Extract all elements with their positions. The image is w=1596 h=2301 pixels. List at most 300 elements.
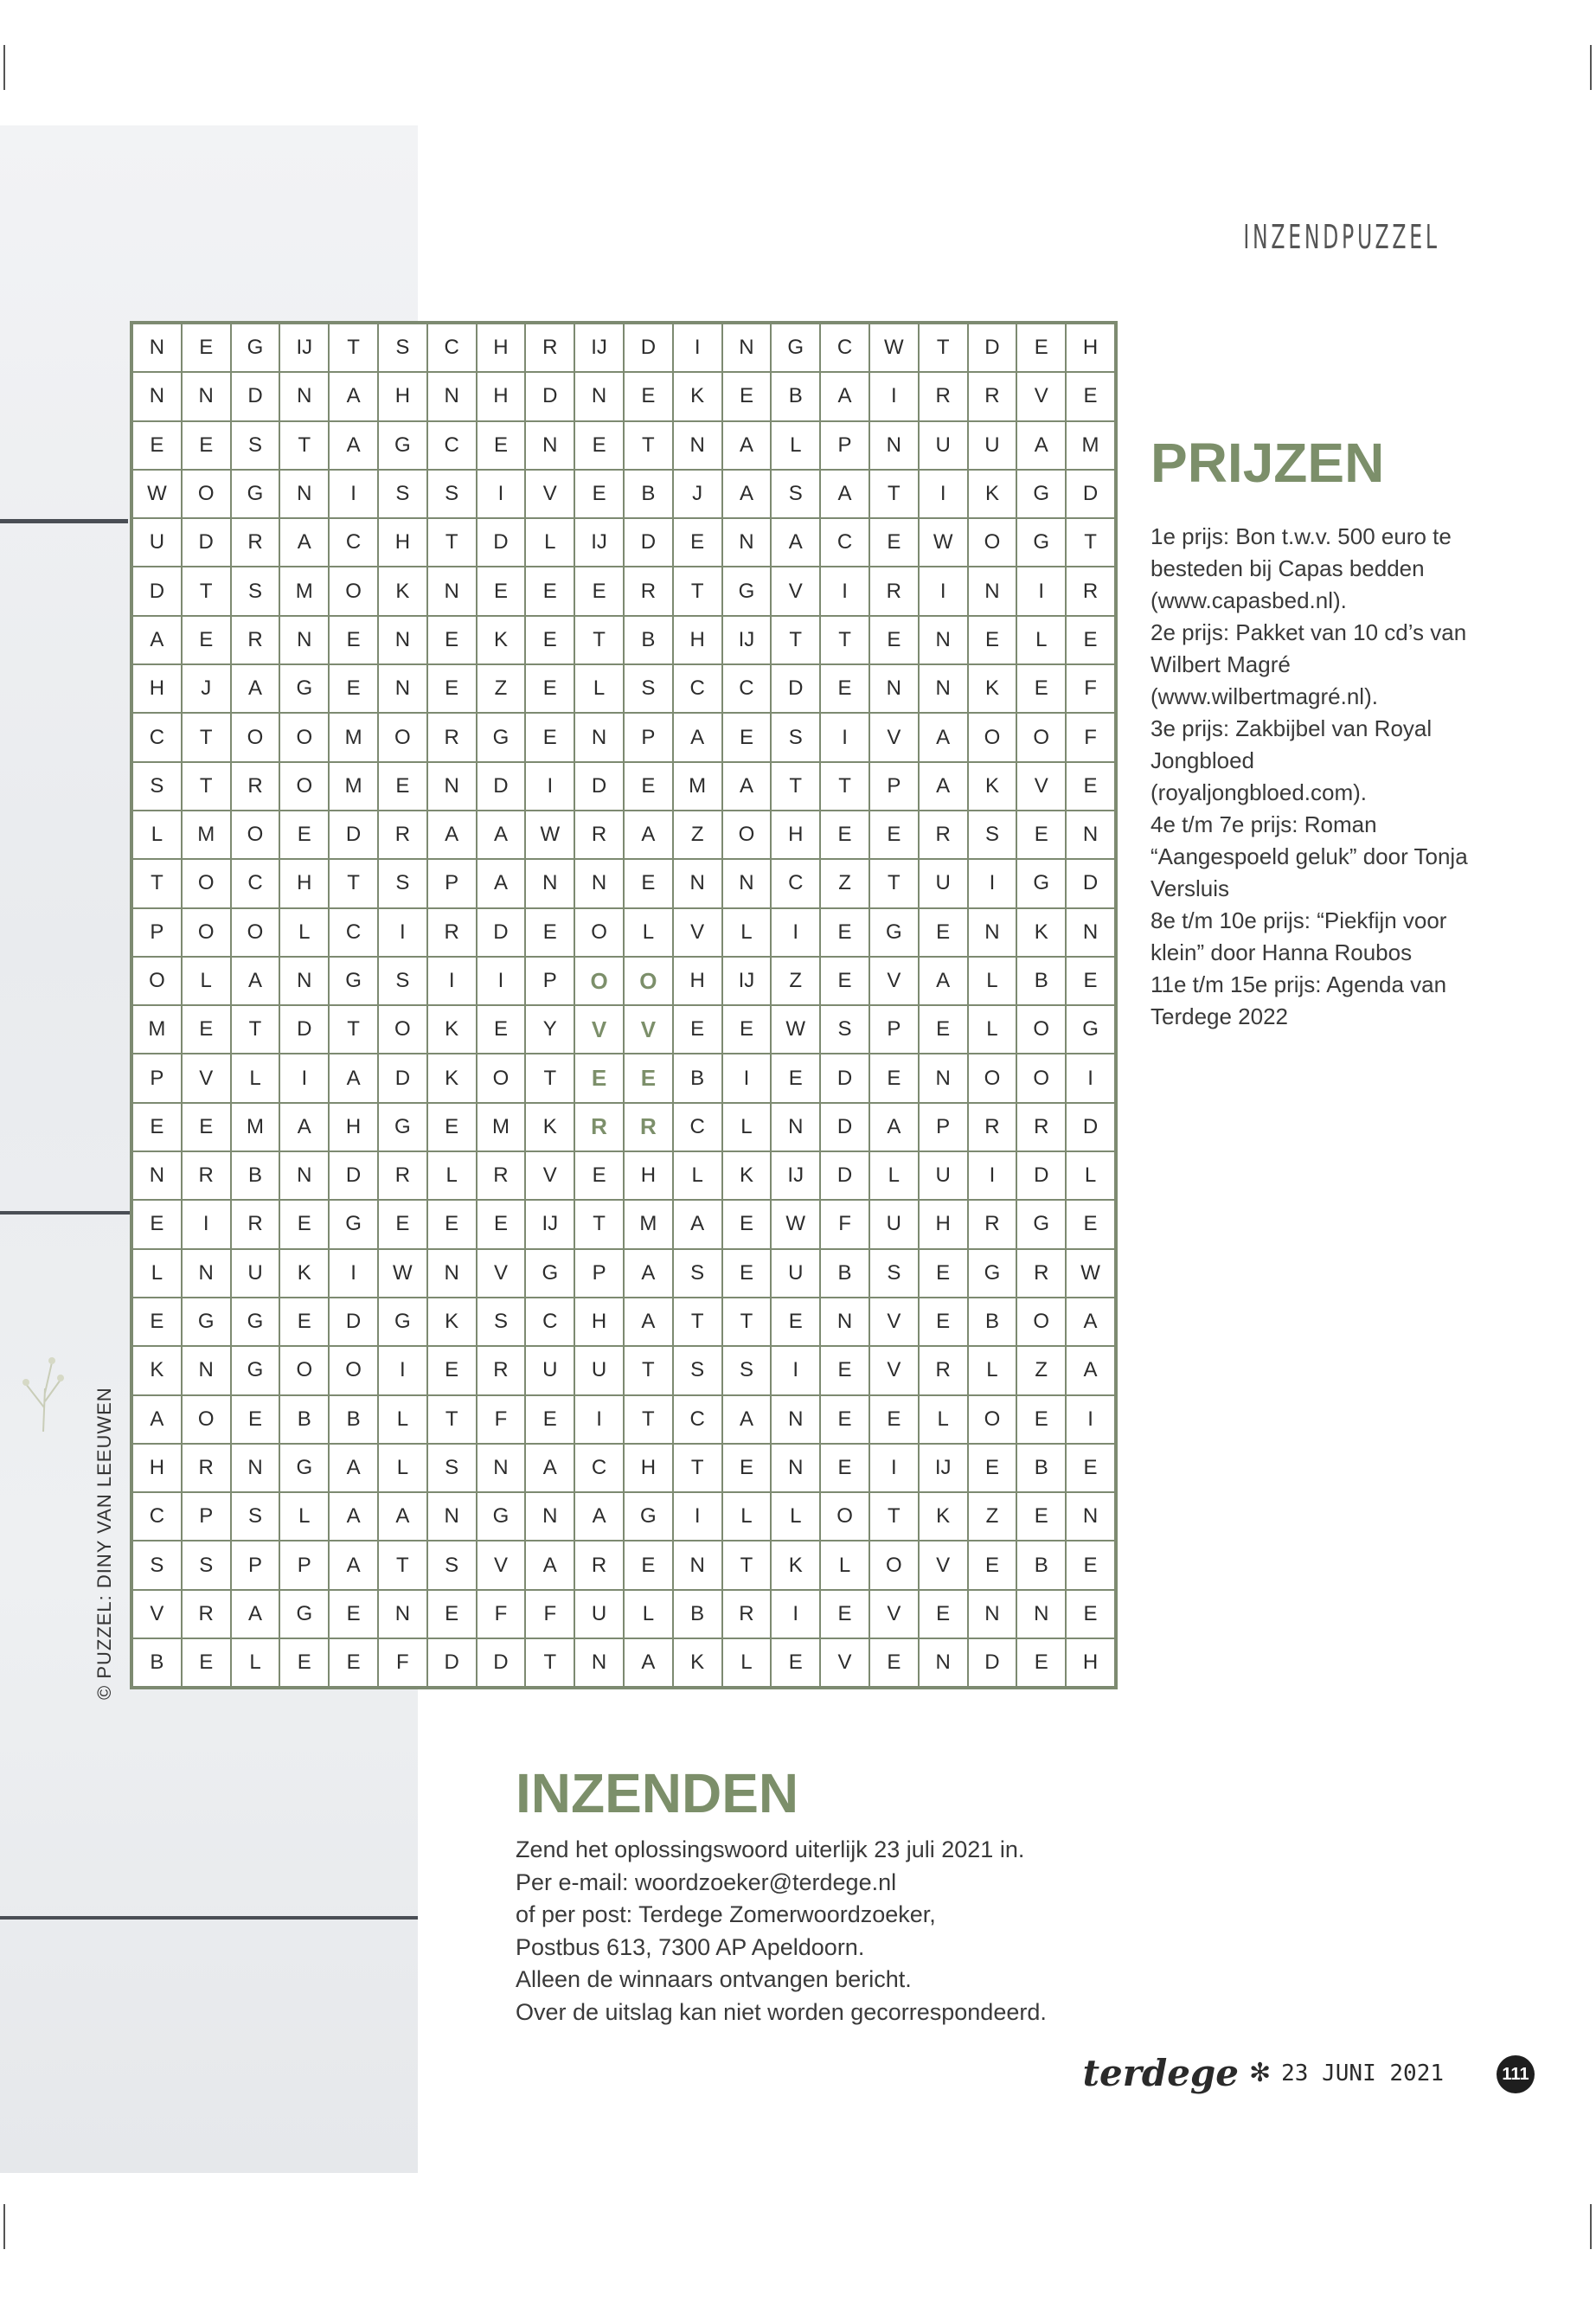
- grid-cell: P: [427, 859, 477, 907]
- grid-cell: I: [820, 713, 869, 761]
- grid-cell: E: [1066, 1444, 1115, 1492]
- grid-cell: I: [1066, 1395, 1115, 1444]
- grid-cell: T: [771, 616, 820, 664]
- grid-cell: E: [869, 616, 919, 664]
- grid-cell: T: [525, 1638, 574, 1687]
- grid-cell: K: [968, 664, 1017, 713]
- grid-cell: L: [919, 1395, 968, 1444]
- grid-cell: I: [919, 470, 968, 518]
- grid-cell: V: [820, 1638, 869, 1687]
- grid-cell: T: [869, 470, 919, 518]
- grid-cell: N: [427, 762, 477, 811]
- grid-cell: E: [182, 616, 231, 664]
- grid-cell: R: [378, 811, 427, 859]
- grid-cell: R: [919, 811, 968, 859]
- grid-cell: IJ: [919, 1444, 968, 1492]
- grid-cell: V: [869, 713, 919, 761]
- grid-cell: N: [771, 1444, 820, 1492]
- grid-cell: T: [329, 324, 378, 372]
- grid-cell: N: [919, 1054, 968, 1102]
- grid-cell: Z: [820, 859, 869, 907]
- puzzle-credit: © PUZZEL: DINY VAN LEEUWEN: [93, 1387, 115, 1700]
- grid-cell: A: [820, 372, 869, 420]
- grid-cell: B: [279, 1395, 329, 1444]
- grid-cell: A: [231, 957, 280, 1005]
- grid-cell: E: [427, 616, 477, 664]
- grid-cell: G: [378, 421, 427, 470]
- grid-cell: V: [525, 1151, 574, 1200]
- grid-cell: I: [771, 1346, 820, 1394]
- grid-cell: R: [722, 1590, 772, 1638]
- grid-cell: G: [279, 664, 329, 713]
- grid-cell: A: [869, 1103, 919, 1151]
- grid-cell: C: [820, 324, 869, 372]
- grid-cell: T: [820, 762, 869, 811]
- grid-cell: H: [378, 372, 427, 420]
- grid-cell: N: [279, 616, 329, 664]
- grid-cell: K: [968, 762, 1017, 811]
- grid-cell: E: [624, 762, 673, 811]
- grid-cell: N: [574, 713, 624, 761]
- grid-cell: D: [624, 324, 673, 372]
- grid-cell: U: [919, 859, 968, 907]
- grid-cell: R: [231, 762, 280, 811]
- grid-cell: H: [624, 1151, 673, 1200]
- grid-cell: G: [279, 1444, 329, 1492]
- grid-cell: L: [771, 421, 820, 470]
- grid-cell: I: [919, 567, 968, 615]
- grid-cell: R: [1016, 1249, 1066, 1298]
- grid-cell: B: [968, 1298, 1017, 1346]
- grid-cell: IJ: [771, 1151, 820, 1200]
- grid-cell: L: [574, 664, 624, 713]
- grid-cell: N: [574, 859, 624, 907]
- grid-cell: E: [1066, 1541, 1115, 1589]
- section-label: INZENDPUZZEL: [1243, 218, 1440, 256]
- grid-cell: I: [869, 1444, 919, 1492]
- grid-cell: O: [869, 1541, 919, 1589]
- grid-cell: E: [477, 1200, 526, 1248]
- grid-cell: E: [820, 957, 869, 1005]
- grid-cell: IJ: [279, 324, 329, 372]
- grid-cell: T: [771, 762, 820, 811]
- grid-cell: A: [525, 1444, 574, 1492]
- grid-cell: A: [329, 1541, 378, 1589]
- grid-cell: S: [182, 1541, 231, 1589]
- grid-cell: A: [673, 713, 722, 761]
- grid-cell: V: [869, 957, 919, 1005]
- submit-instructions: [516, 1834, 1173, 2029]
- grid-cell: L: [231, 1054, 280, 1102]
- grid-cell: S: [968, 811, 1017, 859]
- grid-cell: Z: [673, 811, 722, 859]
- grid-cell: N: [820, 1298, 869, 1346]
- grid-cell: M: [673, 762, 722, 811]
- grid-cell: A: [574, 1492, 624, 1541]
- grid-cell: I: [771, 908, 820, 957]
- grid-cell: B: [1016, 1541, 1066, 1589]
- grid-cell: P: [574, 1249, 624, 1298]
- grid-cell: U: [771, 1249, 820, 1298]
- grid-cell: N: [919, 1638, 968, 1687]
- grid-cell: E: [574, 421, 624, 470]
- grid-cell: T: [919, 324, 968, 372]
- grid-cell: T: [722, 1541, 772, 1589]
- grid-cell: A: [477, 811, 526, 859]
- grid-cell: N: [427, 372, 477, 420]
- grid-cell: D: [624, 518, 673, 567]
- grid-cell: E: [182, 421, 231, 470]
- grid-cell: H: [477, 324, 526, 372]
- grid-cell: C: [427, 324, 477, 372]
- grid-cell: E: [722, 372, 772, 420]
- grid-cell: S: [771, 713, 820, 761]
- grid-cell: R: [1066, 567, 1115, 615]
- grid-cell: G: [477, 1492, 526, 1541]
- grid-cell: N: [525, 421, 574, 470]
- grid-cell: G: [1016, 859, 1066, 907]
- grid-cell: T: [279, 421, 329, 470]
- grid-cell: E: [132, 421, 182, 470]
- grid-cell: K: [378, 567, 427, 615]
- grid-cell: N: [132, 1151, 182, 1200]
- grid-cell: D: [427, 1638, 477, 1687]
- grid-cell: O: [182, 908, 231, 957]
- grid-cell: D: [968, 1638, 1017, 1687]
- grid-cell: S: [231, 1492, 280, 1541]
- grid-cell: H: [477, 372, 526, 420]
- grid-cell: A: [624, 1638, 673, 1687]
- grid-cell: I: [722, 1054, 772, 1102]
- grid-cell: E: [477, 1005, 526, 1054]
- grid-cell: E: [820, 1346, 869, 1394]
- grid-cell: E: [279, 1298, 329, 1346]
- grid-cell: E: [132, 1200, 182, 1248]
- prizes-heading: PRIJZEN: [1151, 432, 1385, 494]
- grid-cell: E: [820, 1590, 869, 1638]
- grid-cell: A: [624, 1298, 673, 1346]
- grid-cell: I: [673, 1492, 722, 1541]
- grid-cell: R: [231, 1200, 280, 1248]
- grid-cell: U: [574, 1590, 624, 1638]
- grid-cell: E: [722, 1200, 772, 1248]
- grid-cell: H: [624, 1444, 673, 1492]
- grid-cell: N: [919, 664, 968, 713]
- grid-cell: E: [771, 1298, 820, 1346]
- grid-cell: T: [1066, 518, 1115, 567]
- grid-cell: U: [132, 518, 182, 567]
- grid-cell: R: [231, 518, 280, 567]
- grid-cell: P: [132, 908, 182, 957]
- grid-cell: E: [279, 1638, 329, 1687]
- grid-cell: E: [1066, 1200, 1115, 1248]
- grid-cell: C: [722, 664, 772, 713]
- grid-cell: N: [722, 859, 772, 907]
- grid-cell: G: [869, 908, 919, 957]
- grid-cell: A: [722, 1395, 772, 1444]
- grid-cell: A: [329, 1054, 378, 1102]
- grid-cell: K: [1016, 908, 1066, 957]
- grid-cell: D: [574, 762, 624, 811]
- grid-cell: F: [820, 1200, 869, 1248]
- grid-cell: I: [329, 1249, 378, 1298]
- grid-cell: E: [722, 1444, 772, 1492]
- grid-cell: N: [279, 957, 329, 1005]
- grid-cell: L: [722, 908, 772, 957]
- grid-cell: H: [132, 664, 182, 713]
- grid-cell: B: [624, 616, 673, 664]
- grid-cell: O: [231, 908, 280, 957]
- instruction-line: Alleen de winnaars ontvangen bericht.: [516, 1966, 912, 1992]
- grid-cell: E: [919, 1590, 968, 1638]
- grid-cell: E: [624, 1541, 673, 1589]
- grid-cell: O: [231, 811, 280, 859]
- grid-cell: R: [919, 1346, 968, 1394]
- grid-cell: D: [477, 1638, 526, 1687]
- grid-cell: S: [132, 762, 182, 811]
- grid-cell: I: [968, 859, 1017, 907]
- grid-cell: E: [919, 1005, 968, 1054]
- grid-cell: D: [771, 664, 820, 713]
- grid-cell: E: [182, 1103, 231, 1151]
- grid-cell: G: [1016, 518, 1066, 567]
- grid-cell: H: [329, 1103, 378, 1151]
- grid-cell: I: [673, 324, 722, 372]
- grid-cell: N: [771, 1395, 820, 1444]
- grid-cell: G: [231, 1298, 280, 1346]
- grid-cell: S: [132, 1541, 182, 1589]
- grid-cell: P: [820, 421, 869, 470]
- grid-cell: N: [378, 664, 427, 713]
- grid-cell: Z: [1016, 1346, 1066, 1394]
- grid-cell: M: [477, 1103, 526, 1151]
- grid-cell: N: [673, 1541, 722, 1589]
- grid-cell: R: [427, 713, 477, 761]
- grid-cell: O: [329, 567, 378, 615]
- grid-cell: R: [574, 1103, 624, 1151]
- grid-cell: K: [427, 1054, 477, 1102]
- grid-cell: J: [673, 470, 722, 518]
- grid-cell: Z: [477, 664, 526, 713]
- grid-cell: P: [919, 1103, 968, 1151]
- grid-cell: N: [673, 421, 722, 470]
- grid-cell: H: [1066, 324, 1115, 372]
- grid-cell: C: [673, 1395, 722, 1444]
- grid-cell: T: [673, 567, 722, 615]
- grid-cell: T: [869, 1492, 919, 1541]
- grid-cell: N: [869, 664, 919, 713]
- grid-cell: B: [329, 1395, 378, 1444]
- grid-cell: T: [624, 1395, 673, 1444]
- grid-cell: M: [182, 811, 231, 859]
- grid-cell: L: [1066, 1151, 1115, 1200]
- grid-cell: R: [477, 1346, 526, 1394]
- grid-cell: V: [182, 1054, 231, 1102]
- grid-cell: T: [182, 713, 231, 761]
- grid-cell: IJ: [525, 1200, 574, 1248]
- grid-cell: P: [231, 1541, 280, 1589]
- grid-cell: G: [525, 1249, 574, 1298]
- grid-cell: N: [378, 1590, 427, 1638]
- grid-cell: B: [673, 1054, 722, 1102]
- grid-cell: K: [132, 1346, 182, 1394]
- grid-cell: K: [673, 1638, 722, 1687]
- grid-cell: P: [869, 1005, 919, 1054]
- grid-cell: N: [477, 1444, 526, 1492]
- grid-cell: N: [968, 1590, 1017, 1638]
- grid-cell: W: [771, 1200, 820, 1248]
- grid-cell: O: [182, 1395, 231, 1444]
- grid-cell: E: [182, 1005, 231, 1054]
- grid-cell: S: [231, 421, 280, 470]
- grid-cell: O: [182, 470, 231, 518]
- grid-cell: E: [919, 1298, 968, 1346]
- grid-cell: E: [525, 567, 574, 615]
- plank-gap: [0, 519, 128, 523]
- grid-cell: A: [673, 1200, 722, 1248]
- grid-cell: L: [722, 1492, 772, 1541]
- grid-cell: I: [378, 908, 427, 957]
- grid-cell: Y: [525, 1005, 574, 1054]
- grid-cell: G: [771, 324, 820, 372]
- grid-cell: D: [378, 1054, 427, 1102]
- grid-cell: G: [1016, 470, 1066, 518]
- grid-cell: N: [574, 1638, 624, 1687]
- grid-cell: D: [329, 811, 378, 859]
- grid-cell: N: [427, 1492, 477, 1541]
- grid-cell: J: [182, 664, 231, 713]
- grid-cell: L: [968, 1005, 1017, 1054]
- grid-cell: G: [624, 1492, 673, 1541]
- grid-cell: T: [574, 1200, 624, 1248]
- grid-cell: E: [968, 616, 1017, 664]
- grid-cell: A: [329, 421, 378, 470]
- grid-cell: N: [919, 616, 968, 664]
- grid-cell: E: [1016, 1492, 1066, 1541]
- grid-cell: N: [1066, 908, 1115, 957]
- grid-cell: C: [132, 1492, 182, 1541]
- grid-cell: L: [624, 908, 673, 957]
- prize-item: 8e t/m 10e prijs: “Piekfijn voor klein” door Hanna Roubos: [1151, 907, 1447, 965]
- grid-cell: A: [820, 470, 869, 518]
- grid-cell: IJ: [574, 324, 624, 372]
- grid-cell: S: [771, 470, 820, 518]
- grid-cell: V: [673, 908, 722, 957]
- grid-cell: U: [919, 421, 968, 470]
- grid-cell: V: [477, 1541, 526, 1589]
- grid-cell: R: [182, 1590, 231, 1638]
- grid-cell: R: [869, 567, 919, 615]
- grid-cell: T: [624, 421, 673, 470]
- grid-cell: P: [525, 957, 574, 1005]
- grid-cell: R: [477, 1151, 526, 1200]
- grid-cell: S: [427, 1444, 477, 1492]
- grid-cell: K: [722, 1151, 772, 1200]
- grid-cell: I: [869, 372, 919, 420]
- grid-cell: S: [820, 1005, 869, 1054]
- grid-cell: W: [378, 1249, 427, 1298]
- grid-cell: U: [919, 1151, 968, 1200]
- prize-item: 11e t/m 15e prijs: Agenda van Terdege 2022: [1151, 971, 1447, 1029]
- grid-cell: E: [1066, 957, 1115, 1005]
- grid-cell: E: [477, 421, 526, 470]
- grid-cell: E: [182, 1638, 231, 1687]
- grid-cell: P: [869, 762, 919, 811]
- grid-cell: I: [574, 1395, 624, 1444]
- grid-cell: I: [525, 762, 574, 811]
- grid-cell: H: [574, 1298, 624, 1346]
- grid-cell: U: [869, 1200, 919, 1248]
- grid-cell: T: [820, 616, 869, 664]
- grid-cell: P: [624, 713, 673, 761]
- grid-cell: E: [968, 1541, 1017, 1589]
- grid-cell: T: [427, 518, 477, 567]
- grid-cell: S: [231, 567, 280, 615]
- grid-cell: A: [279, 518, 329, 567]
- prize-item: 3e prijs: Zakbijbel van Royal Jongbloed (royaljongbloed.com).: [1151, 715, 1433, 805]
- grid-cell: L: [132, 1249, 182, 1298]
- grid-cell: R: [968, 1103, 1017, 1151]
- grid-cell: D: [329, 1298, 378, 1346]
- grid-cell: C: [231, 859, 280, 907]
- grid-cell: C: [132, 713, 182, 761]
- grid-cell: N: [525, 859, 574, 907]
- grid-cell: H: [1066, 1638, 1115, 1687]
- grid-cell: O: [378, 1005, 427, 1054]
- grid-cell: N: [427, 1249, 477, 1298]
- trim-mark-top-left: [3, 45, 5, 90]
- grid-cell: E: [673, 518, 722, 567]
- grid-cell: R: [427, 908, 477, 957]
- grid-cell: A: [329, 1492, 378, 1541]
- grid-cell: C: [574, 1444, 624, 1492]
- instruction-line: Zend het oplossingswoord uiterlijk 23 juli 2021 in.: [516, 1836, 1025, 1862]
- grid-cell: E: [427, 1200, 477, 1248]
- prize-item: 4e t/m 7e prijs: Roman “Aangespoeld geluk” door Tonja Versluis: [1151, 811, 1468, 901]
- grid-cell: N: [132, 324, 182, 372]
- grid-cell: T: [525, 1054, 574, 1102]
- grid-cell: V: [477, 1249, 526, 1298]
- grid-cell: H: [279, 859, 329, 907]
- grid-cell: R: [574, 811, 624, 859]
- grid-cell: A: [624, 1249, 673, 1298]
- grid-cell: N: [182, 372, 231, 420]
- grid-cell: O: [968, 518, 1017, 567]
- grid-cell: L: [820, 1541, 869, 1589]
- grid-cell: I: [477, 957, 526, 1005]
- grid-cell: I: [279, 1054, 329, 1102]
- grid-cell: N: [574, 372, 624, 420]
- grid-cell: O: [574, 957, 624, 1005]
- grid-cell: R: [968, 1200, 1017, 1248]
- grid-cell: S: [378, 957, 427, 1005]
- grid-cell: T: [132, 859, 182, 907]
- grid-cell: E: [624, 372, 673, 420]
- grid-cell: A: [919, 762, 968, 811]
- trim-mark-bottom-right: [1590, 2204, 1592, 2249]
- grid-cell: O: [574, 908, 624, 957]
- grid-cell: N: [1066, 1492, 1115, 1541]
- grid-cell: N: [231, 1444, 280, 1492]
- grid-cell: N: [132, 372, 182, 420]
- grid-cell: E: [624, 1054, 673, 1102]
- grid-cell: F: [525, 1590, 574, 1638]
- grid-cell: S: [477, 1298, 526, 1346]
- trim-mark-top-right: [1590, 45, 1592, 90]
- grid-cell: B: [231, 1151, 280, 1200]
- grid-cell: E: [279, 1200, 329, 1248]
- grid-cell: Z: [771, 957, 820, 1005]
